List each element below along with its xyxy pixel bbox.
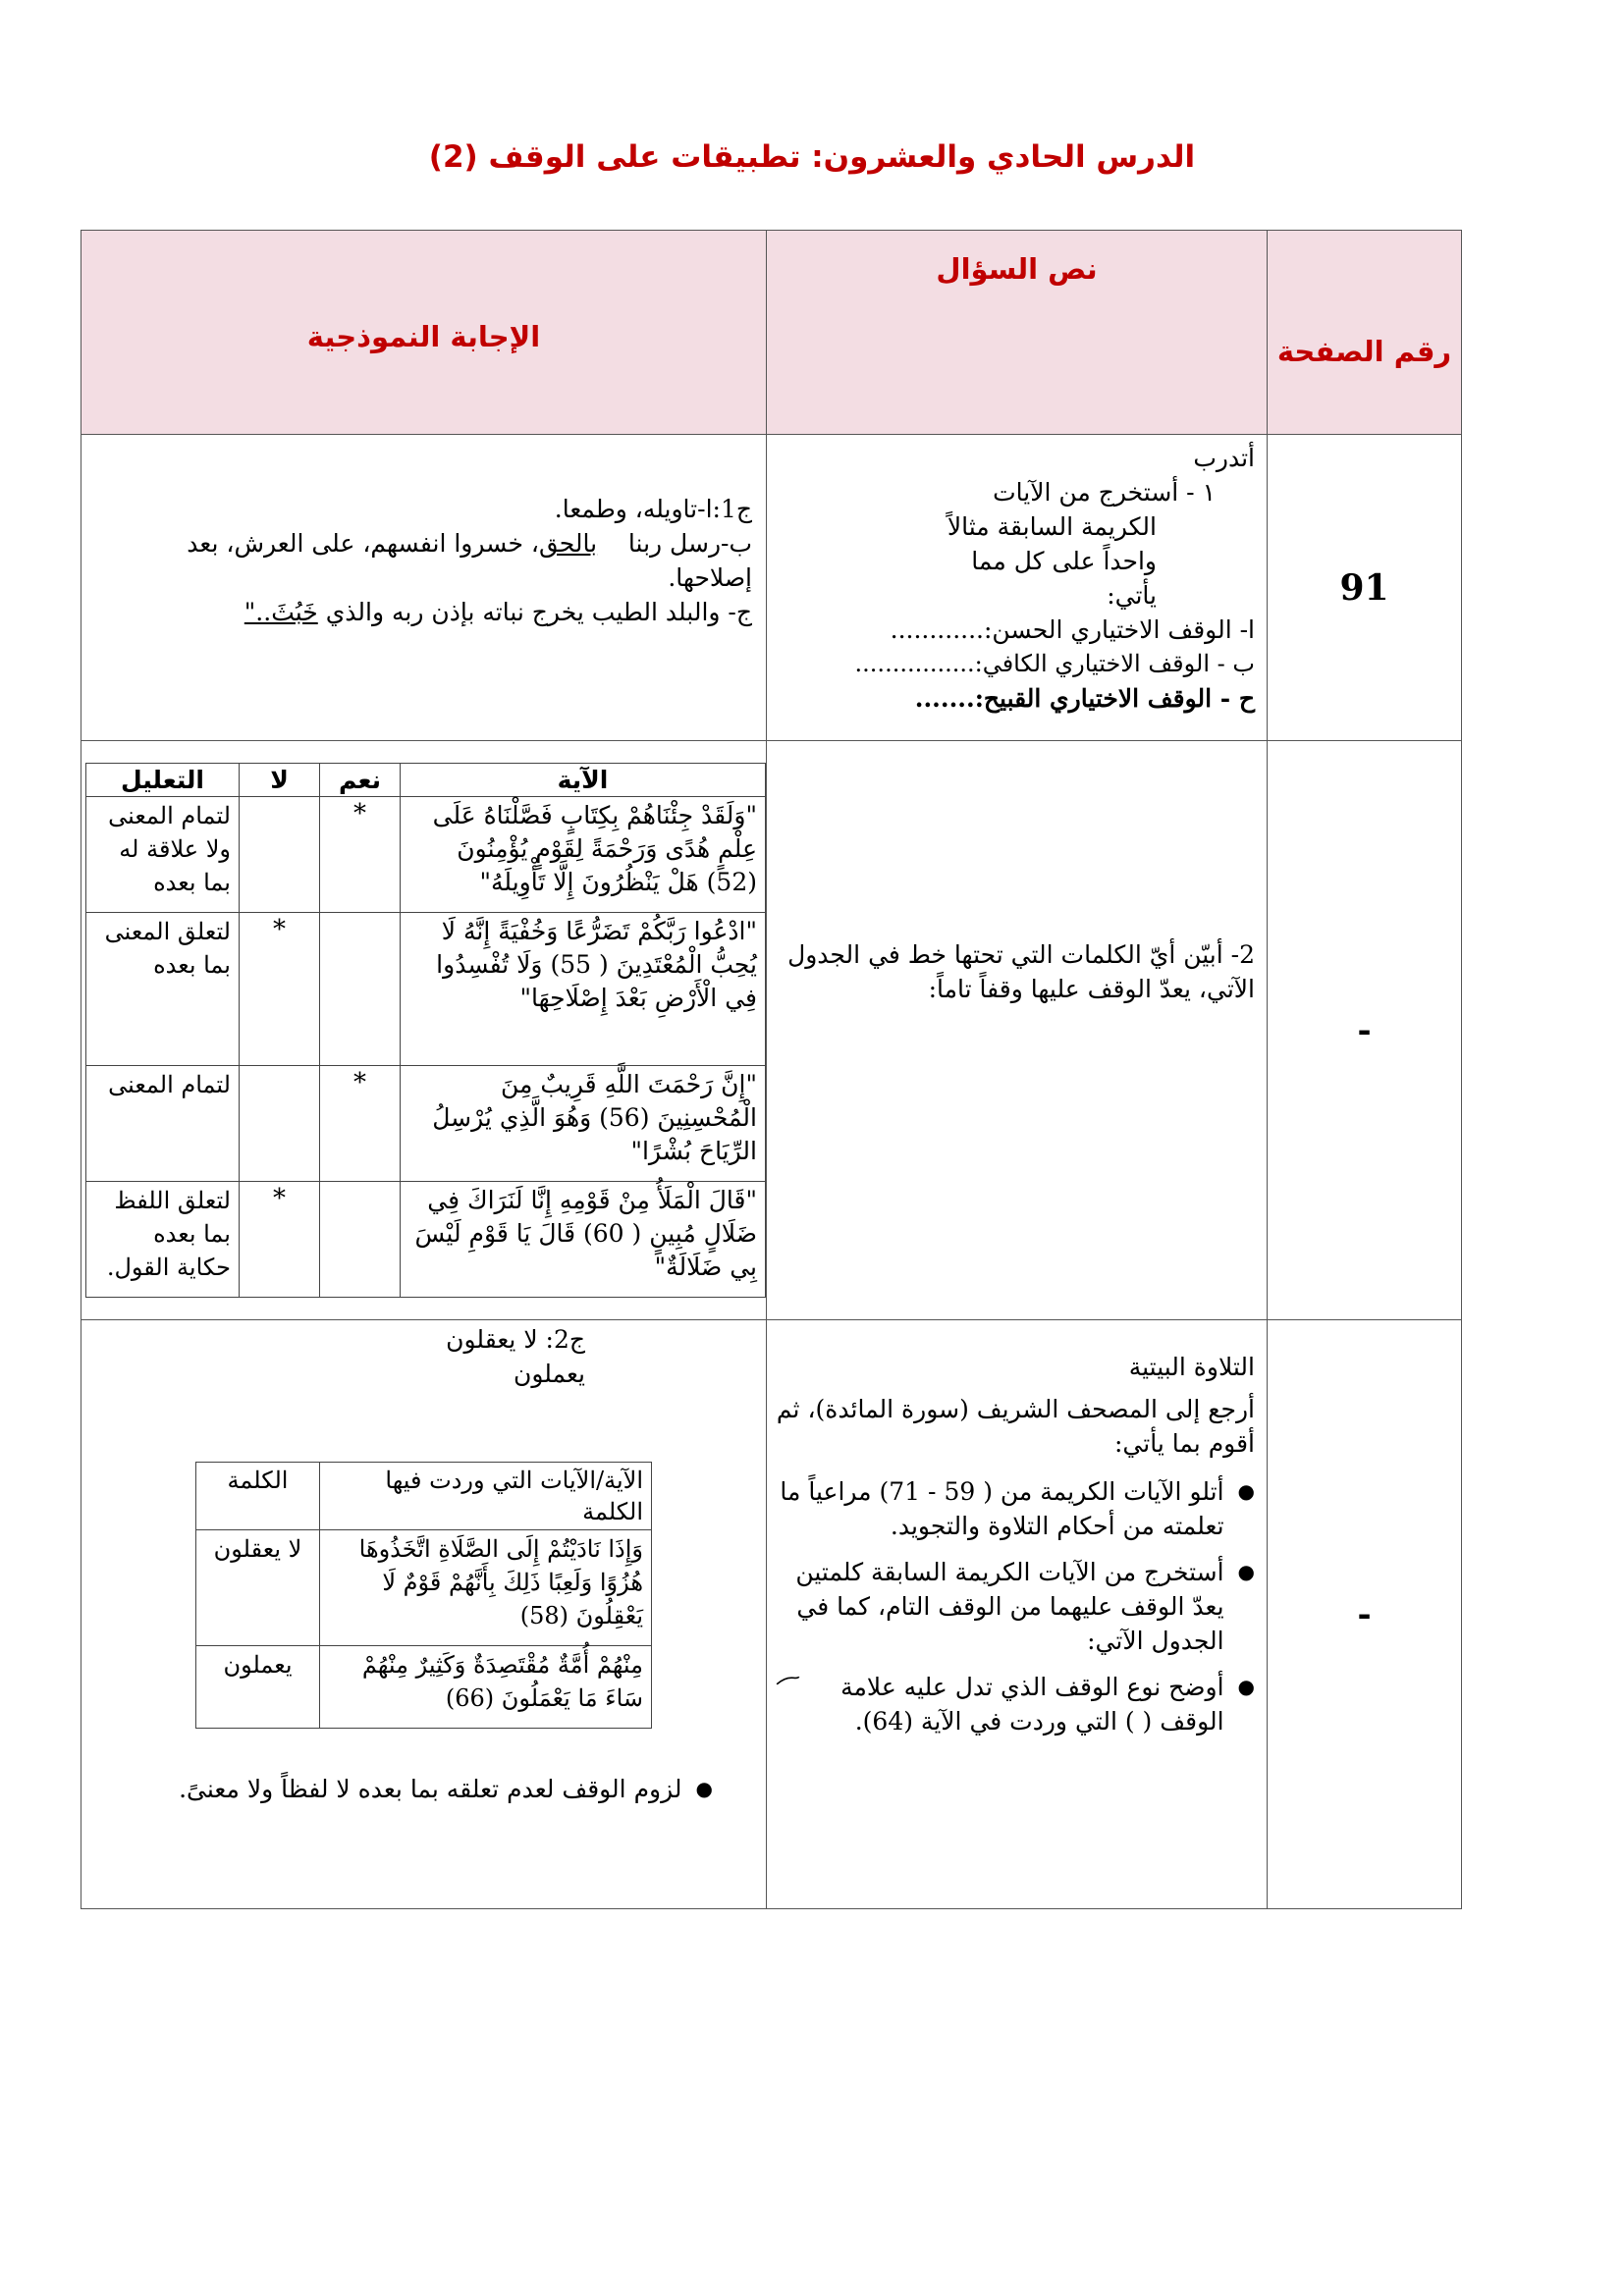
question-line: واحداً على كل مما bbox=[971, 547, 1157, 575]
section-heading: التلاوة البيتية bbox=[1128, 1353, 1255, 1381]
answer-line: ج2: لا يعقلون bbox=[446, 1325, 585, 1354]
answer-cell bbox=[81, 435, 767, 741]
col-reason: التعليل bbox=[86, 764, 240, 797]
question-line: أتدرب bbox=[1193, 444, 1255, 472]
question-line: ح - الوقف الاختياري القبيح:....... bbox=[914, 684, 1255, 713]
col-verse: الآية/الآيات التي وردت فيها الكلمة bbox=[320, 1463, 652, 1530]
stop-sign-icon bbox=[775, 1670, 801, 1691]
reason-cell: لتمام المعنى ولا علاقة له بما بعده bbox=[86, 797, 240, 913]
yes-cell: * bbox=[320, 1066, 401, 1182]
table-row bbox=[81, 435, 1462, 741]
verse-cell: "وَلَقَدْ جِئْنَاهُمْ بِكِتَابٍ فَصَّلْنَاهُ عَلَى عِلْمٍ هُدًى وَرَحْمَةً لِقَوْمٍ يُؤْمِنُونَ (52) هَلْ يَنْظُرُونَ إِلَّا تَأْوِيلَهُ" bbox=[401, 797, 766, 913]
list-item: ● أوضح نوع الوقف الذي تدل عليه علامة الوقف ( ) التي وردت في الآية (64). bbox=[775, 1670, 1255, 1738]
verse-cell: مِنْهُمْ أُمَّةٌ مُقْتَصِدَةٌ وَكَثِيرٌ مِنْهُمْ سَاءَ مَا يَعْمَلُونَ (66) bbox=[320, 1646, 652, 1729]
answer-line: إصلاحها. bbox=[668, 563, 752, 592]
bullet-icon: ● bbox=[1237, 1479, 1255, 1503]
stop-analysis-table bbox=[85, 763, 766, 1298]
yes-cell bbox=[320, 913, 401, 1066]
page-number-cell bbox=[1268, 741, 1462, 1320]
bullet-icon: ● bbox=[1237, 1560, 1255, 1583]
table-row bbox=[81, 1320, 1462, 1909]
bullet-icon: ● bbox=[1237, 1675, 1255, 1698]
yes-cell bbox=[320, 1182, 401, 1298]
verse-cell: وَإِذَا نَادَيْتُمْ إِلَى الصَّلَاةِ اتَّخَذُوهَا هُزُوًا وَلَعِبًا ذَلِكَ بِأَنَّهُمْ قَوْمٌ لَا يَعْقِلُونَ (58) bbox=[320, 1530, 652, 1646]
col-verse: الآية bbox=[401, 764, 766, 797]
answer-line: يعملون bbox=[513, 1360, 585, 1388]
word-cell: لا يعقلون bbox=[196, 1530, 320, 1646]
page-number: - bbox=[1357, 1010, 1372, 1050]
page-number: 91 bbox=[1339, 566, 1389, 609]
question-line: الكريمة السابقة مثالاً bbox=[947, 512, 1157, 541]
question-text: 2- أبيّن أيّ الكلمات التي تحتها خط في الجدول الآتي، يعدّ الوقف عليها وقفاً تاماً: bbox=[787, 940, 1255, 1003]
table-header-row bbox=[81, 231, 1462, 435]
question-line: ا- الوقف الاختياري الحسن:............ bbox=[890, 615, 1255, 644]
page-number-cell bbox=[1268, 435, 1462, 741]
no-cell: * bbox=[240, 913, 320, 1066]
yes-cell: * bbox=[320, 797, 401, 913]
question-cell bbox=[767, 435, 1268, 741]
col-word: الكلمة bbox=[196, 1463, 320, 1530]
list-item: ● أتلو الآيات الكريمة من ( 59 - 71) مراعياً ما تعلمته من أحكام التلاوة والتجويد. bbox=[775, 1474, 1255, 1543]
no-cell bbox=[240, 797, 320, 913]
word-cell: يعملون bbox=[196, 1646, 320, 1729]
col-yes: نعم bbox=[320, 764, 401, 797]
no-cell bbox=[240, 1066, 320, 1182]
question-line: يأتي: bbox=[1107, 581, 1157, 610]
bullet-icon: ● bbox=[695, 1777, 713, 1800]
reason-cell: لتعلق المعنى بما بعده bbox=[86, 913, 240, 1066]
reason-cell: لتعلق اللفظ بما بعده حكاية القول. bbox=[86, 1182, 240, 1298]
page-number-cell bbox=[1268, 1320, 1462, 1909]
no-cell: * bbox=[240, 1182, 320, 1298]
question-cell bbox=[767, 741, 1268, 1320]
answer-note: لزوم الوقف لعدم تعلقه بما بعده لا لفظاً ولا معنىً. bbox=[179, 1775, 682, 1803]
inner-header-row bbox=[196, 1463, 652, 1530]
question-line: ب - الوقف الاختياري الكافي:................ bbox=[854, 650, 1255, 677]
col-no: لا bbox=[240, 764, 320, 797]
verse-cell: "إِنَّ رَحْمَتَ اللَّهِ قَرِيبٌ مِنَ الْمُحْسِنِينَ (56) وَهُوَ الَّذِي يُرْسِلُ الرِّيَاحَ بُشْرًا" bbox=[401, 1066, 766, 1182]
verse-cell: "قَالَ الْمَلَأُ مِنْ قَوْمِهِ إِنَّا لَنَرَاكَ فِي ضَلَالٍ مُبِينٍ ( 60) قَالَ يَا قَوْمِ لَيْسَ بِي ضَلَالَةٌ" bbox=[401, 1182, 766, 1298]
question-line: ١ - أستخرج من الآيات bbox=[993, 478, 1216, 507]
header-model-answer: الإجابة النموذجية bbox=[81, 231, 767, 435]
page-number: - bbox=[1357, 1594, 1372, 1634]
table-row bbox=[86, 913, 766, 1066]
answer-line: ج1:ا-تاويله، وطمعا. bbox=[554, 495, 752, 523]
list-item: ● أستخرج من الآيات الكريمة السابقة كلمتين يعدّ الوقف عليهما من الوقف التام، كما في الجدول الآتي: bbox=[775, 1555, 1255, 1658]
table-row bbox=[86, 797, 766, 913]
verse-cell: "ادْعُوا رَبَّكُمْ تَضَرُّعًا وَخُفْيَةً إِنَّهُ لَا يُحِبُّ الْمُعْتَدِينَ ( 55) وَلَا تُفْسِدُوا فِي الْأَرْضِ بَعْدَ إِصْلَاحِهَا" bbox=[401, 913, 766, 1066]
answer-cell bbox=[81, 741, 767, 1320]
answer-cell bbox=[81, 1320, 767, 1909]
table-row bbox=[196, 1646, 652, 1729]
header-question-text: نص السؤال bbox=[767, 231, 1268, 435]
table-row bbox=[81, 741, 1462, 1320]
reason-cell: لتمام المعنى bbox=[86, 1066, 240, 1182]
complete-stop-table bbox=[195, 1462, 652, 1729]
lesson-table bbox=[81, 230, 1462, 1909]
list-item bbox=[91, 1772, 752, 1806]
page-title: الدرس الحادي والعشرون: تطبيقات على الوقف (2) bbox=[428, 139, 1196, 175]
inner-header-row bbox=[86, 764, 766, 797]
table-row bbox=[86, 1066, 766, 1182]
header-page-number: رقم الصفحة bbox=[1268, 231, 1462, 435]
question-intro: أرجع إلى المصحف الشريف (سورة المائدة)، ثم أقوم بما يأتي: bbox=[776, 1395, 1255, 1458]
question-cell bbox=[767, 1320, 1268, 1909]
table-row bbox=[86, 1182, 766, 1298]
answer-line: ج- والبلد الطيب يخرج نباته بإذن ربه والذي خَبُثَ.." bbox=[244, 598, 752, 626]
answer-line: ب-رسل ربنا بالحق، خسروا انفسهم، على العرش، بعد bbox=[187, 529, 752, 558]
table-row bbox=[196, 1530, 652, 1646]
